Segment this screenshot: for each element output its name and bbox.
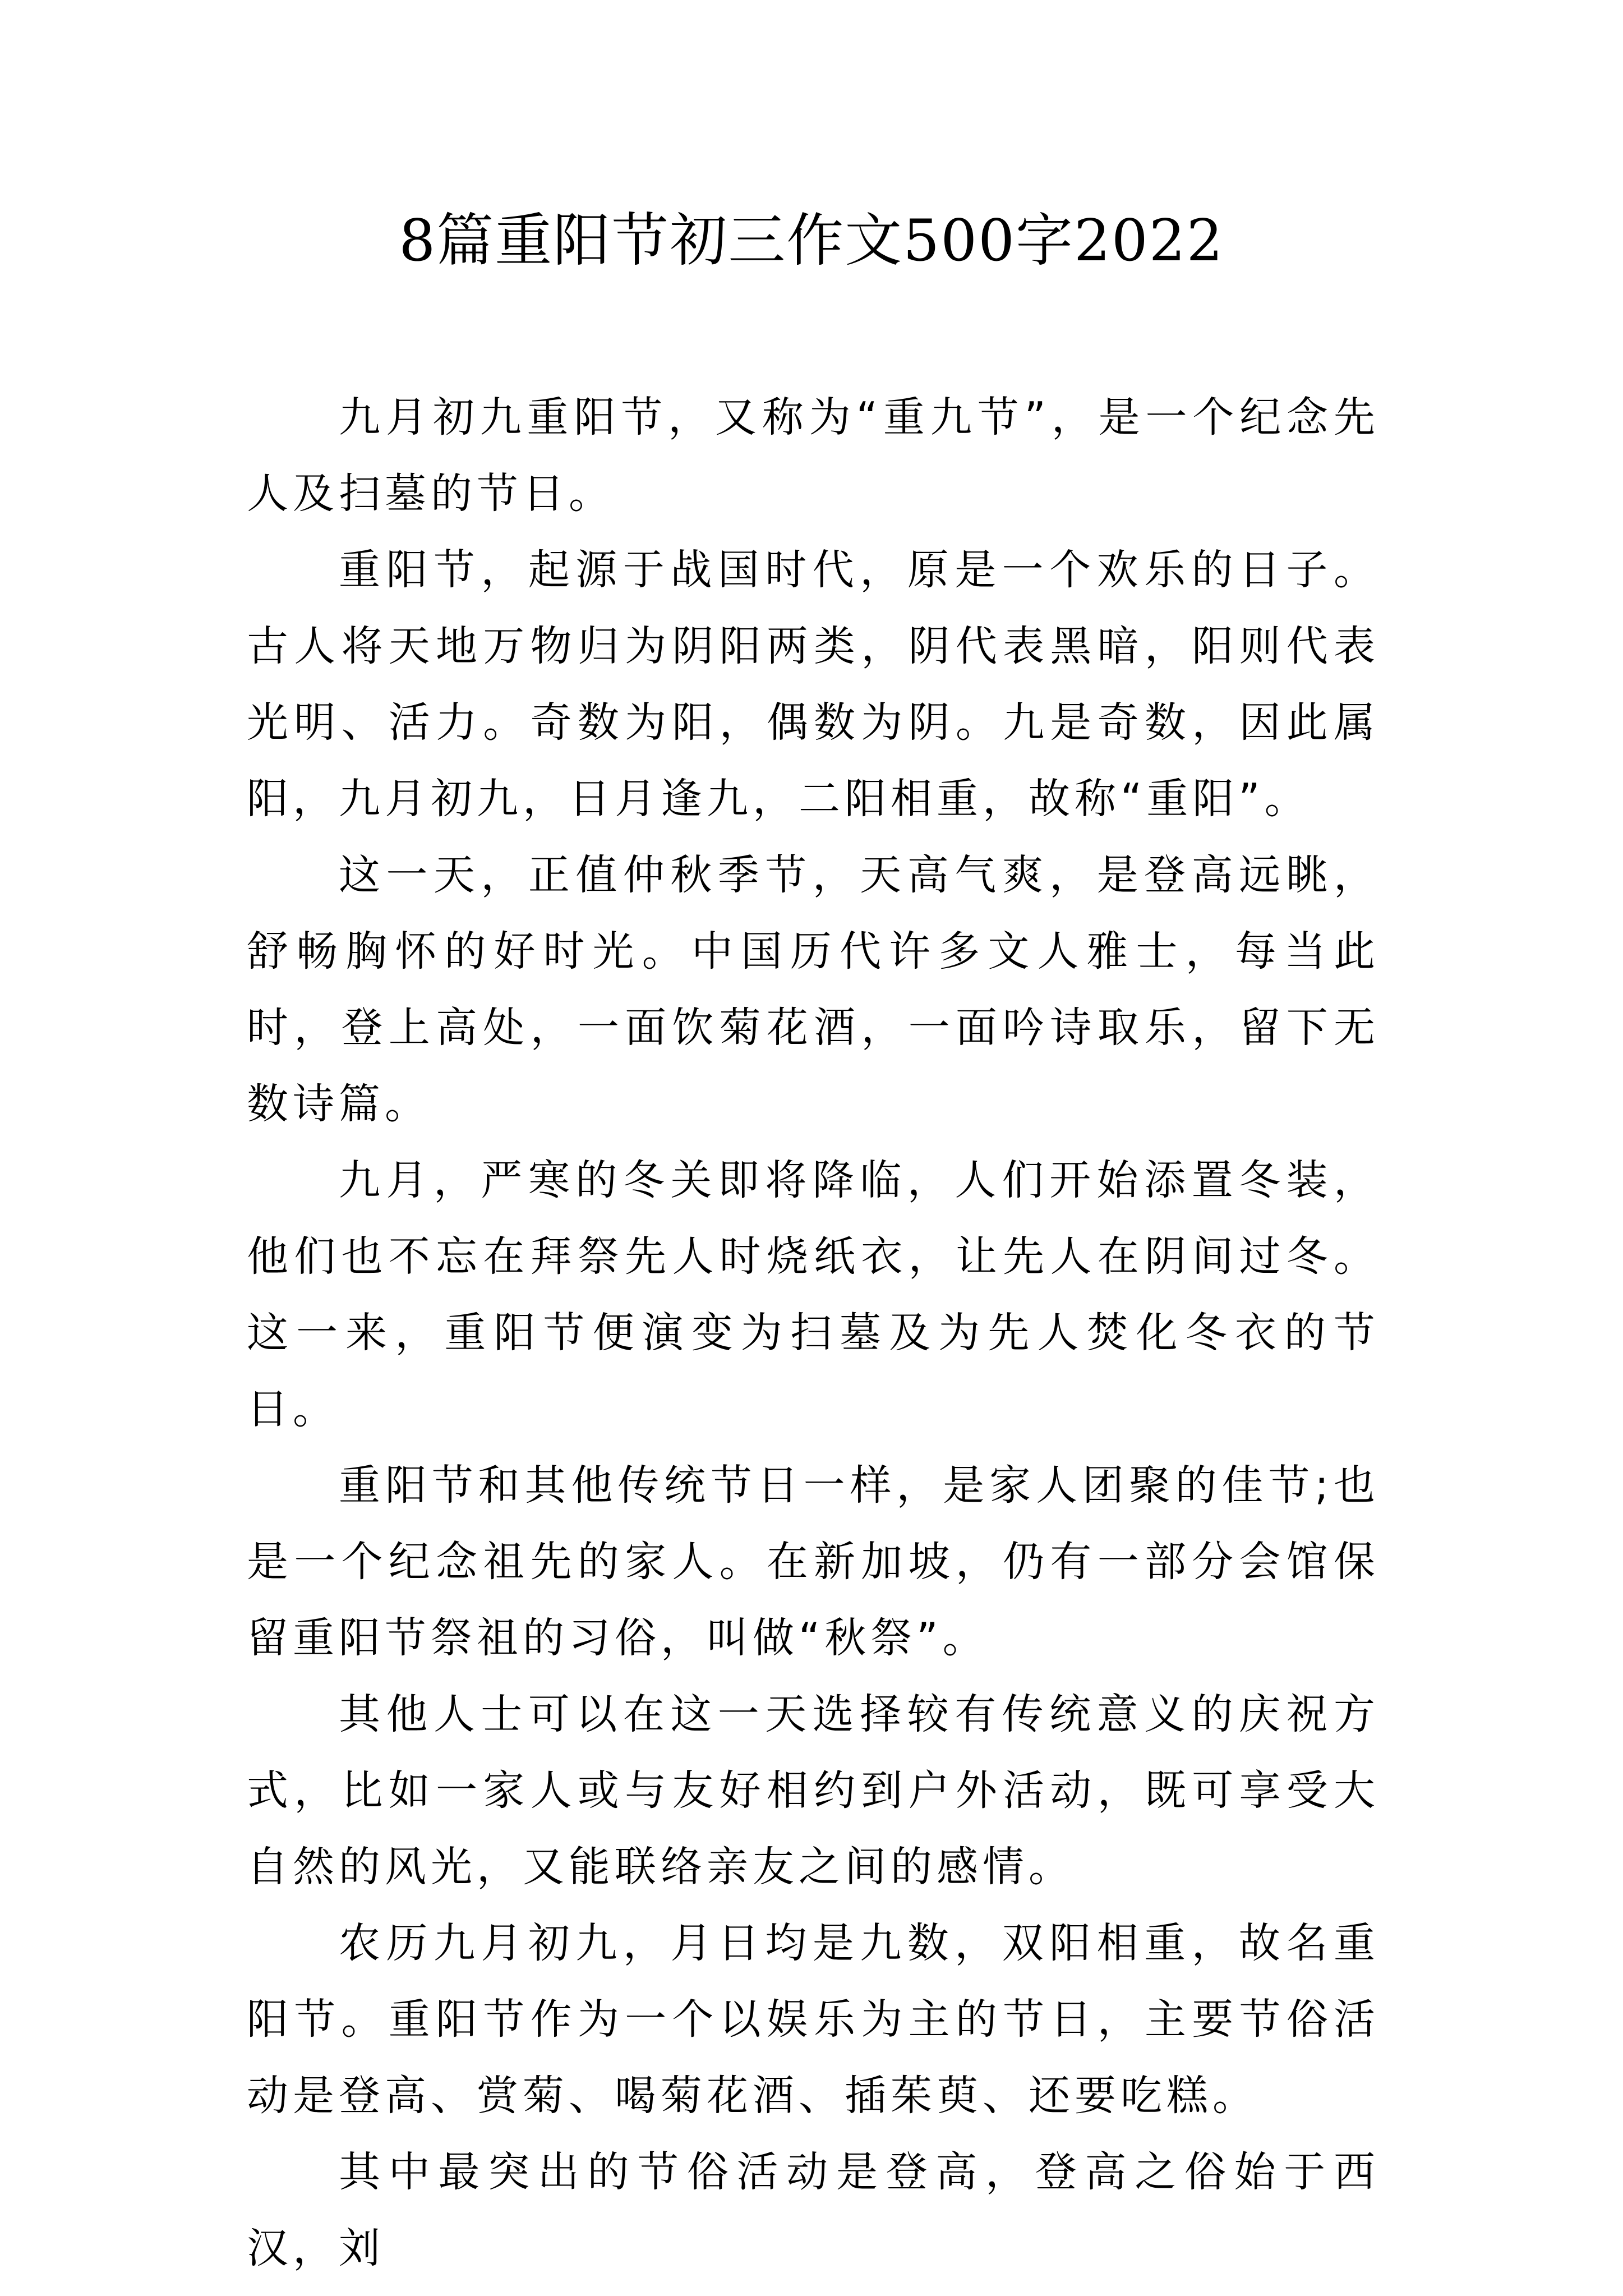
paragraph-3: 这一天，正值仲秋季节，天高气爽，是登高远眺，舒畅胸怀的好时光。中国历代许多文人雅士，每当此时，登上高处，一面饮菊花酒，一面吟诗取乐，留下无数诗篇。 <box>247 851 1380 1128</box>
paragraph-2: 重阳节，起源于战国时代，原是一个欢乐的日子。古人将天地万物归为阴阳两类，阴代表黑暗，阳则代表光明、活力。奇数为阳，偶数为阴。九是奇数，因此属阳，九月初九，日月逢九，二阳相重，故称“重阳”。 <box>247 546 1380 823</box>
paragraph-5: 重阳节和其他传统节日一样，是家人团聚的佳节;也是一个纪念祖先的家人。在新加坡，仍有一部分会馆保留重阳节祭祖的习俗，叫做“秋祭”。 <box>247 1461 1380 1662</box>
paragraph-7: 农历九月初九，月日均是九数，双阳相重，故名重阳节。重阳节作为一个以娱乐为主的节日，主要节俗活动是登高、赏菊、喝菊花酒、插茱萸、还要吃糕。 <box>247 1919 1380 2120</box>
paragraph-4: 九月，严寒的冬关即将降临，人们开始添置冬装，他们也不忘在拜祭先人时烧纸衣，让先人在阴间过冬。这一来，重阳节便演变为扫墓及为先人焚化冬衣的节日。 <box>247 1156 1380 1433</box>
paragraph-6: 其他人士可以在这一天选择较有传统意义的庆祝方式，比如一家人或与友好相约到户外活动，既可享受大自然的风光，又能联络亲友之间的感情。 <box>247 1690 1380 1891</box>
document-body <box>247 379 1380 2286</box>
document-title: 8篇重阳节初三作文500字2022 <box>399 208 1224 274</box>
paragraph-8: 其中最突出的节俗活动是登高，登高之俗始于西汉，刘 <box>247 2148 1380 2272</box>
paragraph-1: 九月初九重阳节，又称为“重九节”，是一个纪念先人及扫墓的节日。 <box>247 393 1380 518</box>
